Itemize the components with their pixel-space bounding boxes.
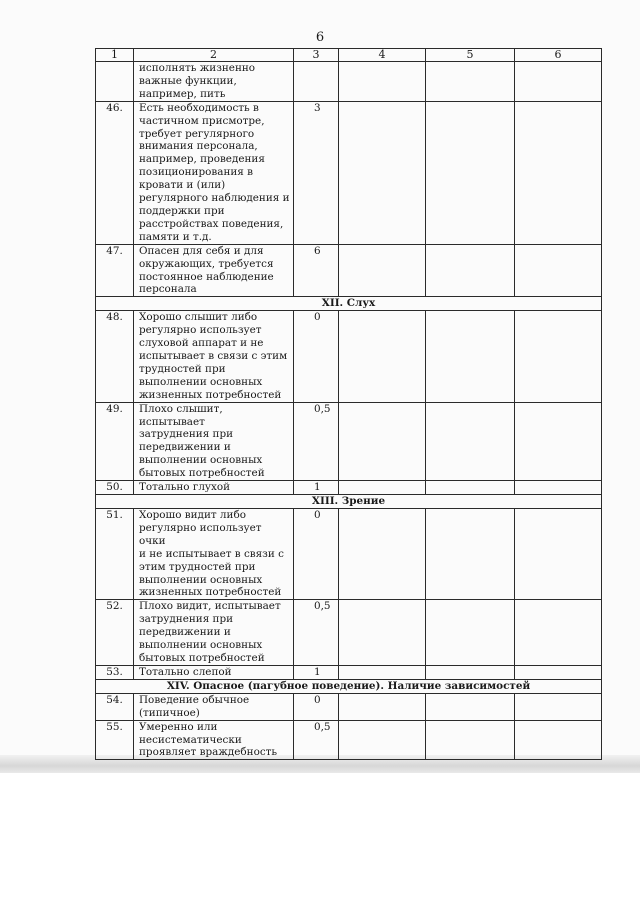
- row-score: 1: [294, 665, 339, 679]
- empty-cell-col6: [515, 665, 602, 679]
- empty-cell-col4: [339, 244, 426, 297]
- section-header-row: [96, 679, 602, 693]
- empty-cell-col6: [515, 62, 602, 102]
- row-description: Тотально слепой: [134, 665, 294, 679]
- row-score: 0: [294, 311, 339, 402]
- empty-cell-col6: [515, 720, 602, 760]
- row-number: 50.: [96, 481, 134, 495]
- column-header: 3: [294, 49, 339, 62]
- page-number: 6: [315, 30, 325, 45]
- row-score: 0: [294, 693, 339, 720]
- table-row: [96, 402, 602, 480]
- empty-cell-col4: [339, 600, 426, 666]
- row-number: 52.: [96, 600, 134, 666]
- row-score: [294, 62, 339, 102]
- row-score: 1: [294, 481, 339, 495]
- table-row: [96, 101, 602, 244]
- row-score: 6: [294, 244, 339, 297]
- empty-cell-col6: [515, 311, 602, 402]
- section-title: XIII. Зрение: [96, 495, 602, 509]
- column-header: 6: [515, 49, 602, 62]
- table-row: [96, 509, 602, 600]
- empty-cell-col5: [426, 665, 515, 679]
- column-header: 1: [96, 49, 134, 62]
- section-title: XIV. Опасное (пагубное поведение). Наличие зависимостей: [96, 679, 602, 693]
- row-number: 46.: [96, 101, 134, 244]
- empty-cell-col4: [339, 402, 426, 480]
- column-header: 4: [339, 49, 426, 62]
- row-description: Умеренно или несистематически проявляет враждебность: [134, 720, 294, 760]
- empty-cell-col6: [515, 402, 602, 480]
- empty-cell-col5: [426, 693, 515, 720]
- row-number: [96, 62, 134, 102]
- row-number: 51.: [96, 509, 134, 600]
- row-description: Хорошо видит либо регулярно использует очки и не испытывает в связи с этим трудностей при выполнении основных жизненных потребностей: [134, 509, 294, 600]
- empty-cell-col6: [515, 481, 602, 495]
- empty-cell-col5: [426, 101, 515, 244]
- assessment-table: [95, 48, 602, 760]
- section-header-row: [96, 297, 602, 311]
- section-title: XII. Слух: [96, 297, 602, 311]
- empty-cell-col5: [426, 509, 515, 600]
- row-description: Плохо слышит, испытывает затруднения при передвижении и выполнении основных бытовых потребностей: [134, 402, 294, 480]
- section-header-row: [96, 495, 602, 509]
- row-description: Тотально глухой: [134, 481, 294, 495]
- empty-cell-col4: [339, 720, 426, 760]
- row-description: Поведение обычное (типичное): [134, 693, 294, 720]
- empty-cell-col4: [339, 509, 426, 600]
- row-score: 0,5: [294, 720, 339, 760]
- table-row: [96, 665, 602, 679]
- empty-cell-col6: [515, 101, 602, 244]
- table-row: [96, 693, 602, 720]
- table-row: [96, 720, 602, 760]
- row-description: Плохо видит, испытывает затруднения при передвижении и выполнении основных бытовых потребностей: [134, 600, 294, 666]
- empty-cell-col6: [515, 600, 602, 666]
- empty-cell-col5: [426, 244, 515, 297]
- empty-cell-col5: [426, 62, 515, 102]
- column-header: 5: [426, 49, 515, 62]
- table-header-row: [96, 49, 602, 62]
- row-number: 53.: [96, 665, 134, 679]
- row-score: 0,5: [294, 402, 339, 480]
- column-header: 2: [134, 49, 294, 62]
- empty-cell-col4: [339, 311, 426, 402]
- row-number: 54.: [96, 693, 134, 720]
- row-number: 47.: [96, 244, 134, 297]
- row-description: Хорошо слышит либо регулярно использует слуховой аппарат и не испытывает в связи с этим трудностей при выполнении основных жизненных потребностей: [134, 311, 294, 402]
- table-row: [96, 481, 602, 495]
- table-row: [96, 62, 602, 102]
- table-row: [96, 244, 602, 297]
- empty-cell-col5: [426, 481, 515, 495]
- row-number: 49.: [96, 402, 134, 480]
- empty-cell-col6: [515, 509, 602, 600]
- empty-cell-col5: [426, 720, 515, 760]
- empty-cell-col4: [339, 665, 426, 679]
- row-number: 48.: [96, 311, 134, 402]
- empty-cell-col6: [515, 244, 602, 297]
- row-description: Есть необходимость в частичном присмотре, требует регулярного внимания персонала, например, проведения позиционирования в кровати и (или) регулярного наблюдения и поддержки при расстройствах поведения, памяти и т.д.: [134, 101, 294, 244]
- empty-cell-col4: [339, 481, 426, 495]
- row-score: 0,5: [294, 600, 339, 666]
- row-score: 0: [294, 509, 339, 600]
- empty-cell-col4: [339, 101, 426, 244]
- table-row: [96, 311, 602, 402]
- empty-cell-col4: [339, 693, 426, 720]
- row-description: исполнять жизненно важные функции, например, пить: [134, 62, 294, 102]
- empty-cell-col4: [339, 62, 426, 102]
- empty-cell-col5: [426, 311, 515, 402]
- empty-cell-col5: [426, 402, 515, 480]
- row-number: 55.: [96, 720, 134, 760]
- empty-cell-col5: [426, 600, 515, 666]
- row-description: Опасен для себя и для окружающих, требуется постоянное наблюдение персонала: [134, 244, 294, 297]
- empty-cell-col6: [515, 693, 602, 720]
- table-row: [96, 600, 602, 666]
- row-score: 3: [294, 101, 339, 244]
